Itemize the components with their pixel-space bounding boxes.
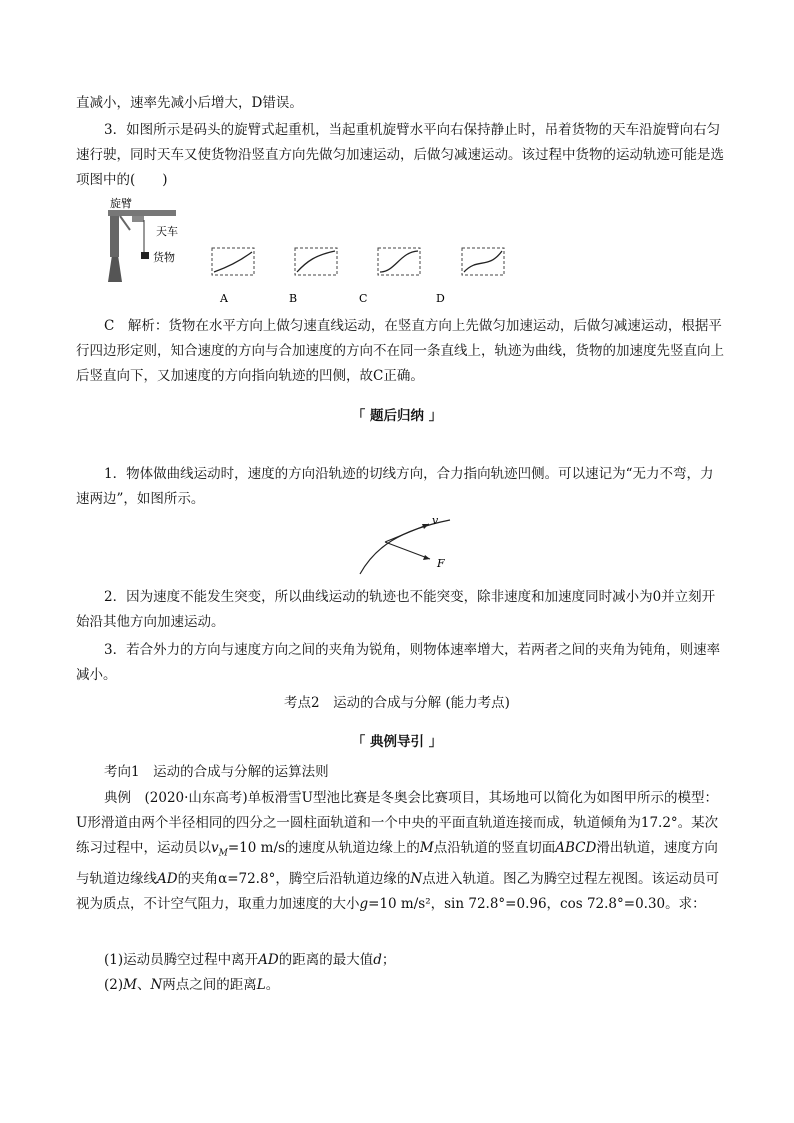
option-b-label: B <box>289 292 298 305</box>
label-trolley: 天车 <box>156 225 178 238</box>
example-problem: 典例 (2020·山东高考)单板滑雪U型池比赛是冬奥会比赛项目，其场地可以简化为如图甲所示的模型：U形滑道由两个半径相同的四分之一圆柱面轨道和一个中央的平面直轨道连接而成，轨道倾角为17.2°。某次练习过程中，运动员以$v_M=10$ m/s的速度从轨道边缘上的M点沿轨道的竖直切面ABCD滑出轨道，速度方向与轨道边缘线AD的夹角α=72.8°，腾空后沿轨道边缘的N点进入轨道。图乙为腾空过程左视图。该运动员可视为质点，不计空气阻力，取重力加速度的大小g=10 m/s²，sin 72.8°=0.96，cos 72.8°=0.30。求： <box>76 790 720 912</box>
cargo-icon <box>141 252 149 259</box>
label-F: F <box>437 557 445 570</box>
crane-base-icon <box>108 255 122 282</box>
option-c-curve <box>380 251 418 272</box>
question-3: 3．如图所示是码头的旋臂式起重机，当起重机旋臂水平向右保持静止时，吊着货物的天车沿旋臂向右匀速行驶，同时天车又使货物沿竖直方向先做匀加速运动，后做匀减速运动。该过程中货物的运动轨迹可能是选项图中的( ) <box>76 122 724 188</box>
trolley-icon <box>132 216 144 222</box>
option-d-label: D <box>436 292 445 305</box>
label-v: v <box>432 514 439 527</box>
crane-figure <box>100 195 520 310</box>
kaoxiang-heading: 考向1 运动的合成与分解的运算法则 <box>104 764 329 780</box>
crane-arm-icon <box>108 210 176 216</box>
option-d-box <box>462 248 504 275</box>
option-a-label: A <box>220 292 228 305</box>
label-cargo: 货物 <box>153 251 175 264</box>
option-d-curve <box>464 251 502 272</box>
kaodian-heading: 考点2 运动的合成与分解 (能力考点) <box>284 695 510 711</box>
crane-pole-icon <box>110 215 119 257</box>
sub-question-1: (1)运动员腾空过程中离开AD的距离的最大值d； <box>104 952 396 968</box>
summary-point-1: 1．物体做曲线运动时，速度的方向沿轨迹的切线方向，合力指向轨迹凹侧。可以速记为“无力不弯，力速两边”，如图所示。 <box>76 466 714 507</box>
option-c-label: C <box>359 292 368 305</box>
option-a-curve <box>214 252 252 272</box>
summary-point-3: 3．若合外力的方向与速度方向之间的夹角为锐角，则物体速率增大，若两者之间的夹角为钝角，则速率减小。 <box>76 642 721 683</box>
label-arm: 旋臂 <box>110 197 132 210</box>
section-title-summary: 「 题后归纳 」 <box>351 408 443 424</box>
summary-point-2: 2．因为速度不能发生突变，所以曲线运动的轨迹也不能突变，除非速度和加速度同时减小为0并立刻开始沿其他方向加速运动。 <box>76 589 716 630</box>
velocity-arrow <box>385 524 429 542</box>
force-arrow <box>385 542 430 559</box>
sub-question-2: (2)M、N两点之间的距离L。 <box>104 977 280 993</box>
section-title-example: 「 典例导引 」 <box>351 734 443 750</box>
option-b-curve <box>297 251 335 272</box>
answer-explanation: C 解析：货物在水平方向上做匀速直线运动，在竖直方向上先做匀加速运动，后做匀减速运动，根据平行四边形定则，知合速度的方向与合加速度的方向不在同一条直线上，轨迹为曲线，货物的加速度先竖直向上后竖直向下，又加速度的方向指向轨迹的凹侧，故C正确。 <box>76 318 724 384</box>
text-line-1: 直减小，速率先减小后增大，D错误。 <box>76 95 303 111</box>
velocity-force-figure <box>355 512 465 580</box>
